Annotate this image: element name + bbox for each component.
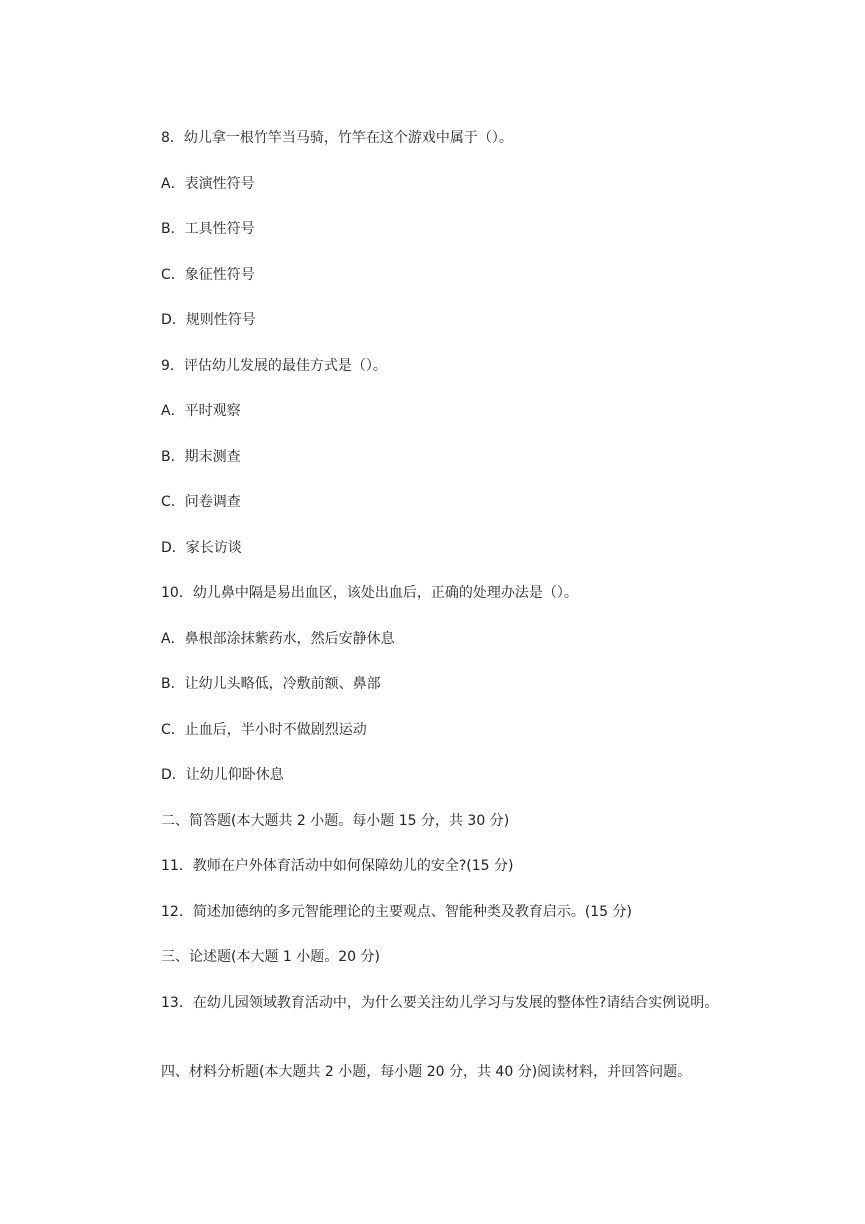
question-8-stem: 8．幼儿拿一根竹竿当马骑，竹竿在这个游戏中属于（）。 xyxy=(161,130,513,146)
question-10-stem: 10．幼儿鼻中隔是易出血区，该处出血后，正确的处理办法是（）。 xyxy=(161,585,578,601)
question-9-option-c: C．问卷调查 xyxy=(161,494,241,510)
question-13: 13．在幼儿园领域教育活动中，为什么要关注幼儿学习与发展的整体性?请结合实例说明。 xyxy=(161,995,719,1011)
question-8-option-a: A．表演性符号 xyxy=(161,176,255,192)
question-10-option-b: B．让幼儿头略低，冷敷前额、鼻部 xyxy=(161,676,381,692)
section-material-heading: 四、材料分析题(本大题共 2 小题，每小题 20 分，共 40 分)阅读材料，并回答问题。 xyxy=(161,1064,692,1080)
section-short-answer-heading: 二、简答题(本大题共 2 小题。每小题 15 分，共 30 分) xyxy=(161,813,510,829)
question-10-option-c: C．止血后，半小时不做剧烈运动 xyxy=(161,722,367,738)
question-8-option-c: C．象征性符号 xyxy=(161,267,255,283)
question-9-option-b: B．期末测查 xyxy=(161,449,241,465)
question-8-option-d: D．规则性符号 xyxy=(161,312,256,328)
question-12: 12．简述加德纳的多元智能理论的主要观点、智能种类及教育启示。(15 分) xyxy=(161,904,633,920)
question-11: 11．教师在户外体育活动中如何保障幼儿的安全?(15 分) xyxy=(161,858,514,874)
section-essay-heading: 三、论述题(本大题 1 小题。20 分) xyxy=(161,949,380,965)
question-9-option-d: D．家长访谈 xyxy=(161,540,242,556)
question-9-stem: 9．评估幼儿发展的最佳方式是（）。 xyxy=(161,358,387,374)
question-10-option-a: A．鼻根部涂抹紫药水，然后安静休息 xyxy=(161,631,395,647)
question-8-option-b: B．工具性符号 xyxy=(161,221,255,237)
question-10-option-d: D．让幼儿仰卧休息 xyxy=(161,767,284,783)
question-9-option-a: A．平时观察 xyxy=(161,403,241,419)
